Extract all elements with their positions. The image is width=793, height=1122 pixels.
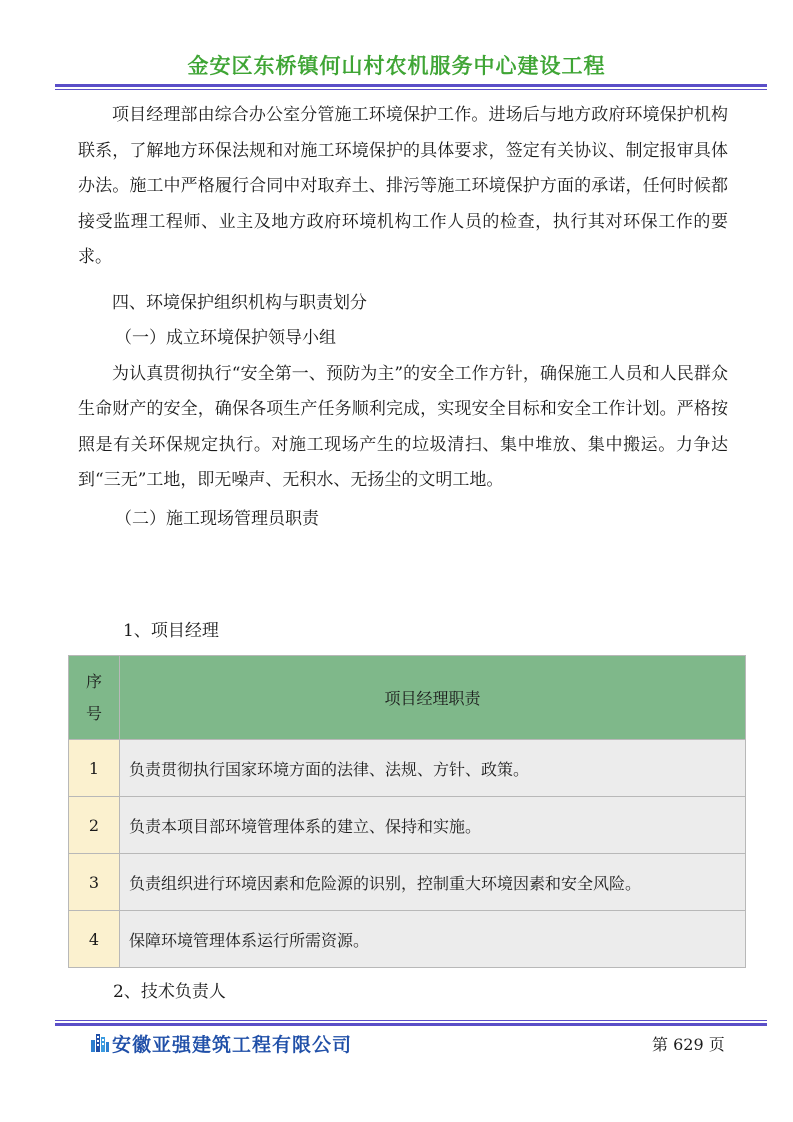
header-divider	[55, 84, 767, 90]
table-row	[69, 911, 746, 968]
item-heading: 1、项目经理	[123, 621, 219, 641]
duty-table	[68, 655, 746, 968]
table-header-title: 项目经理职责	[120, 656, 746, 740]
table-cell-number: 1	[69, 740, 120, 797]
subsection-heading: （一）成立环境保护领导小组	[115, 328, 336, 348]
section-heading: 四、环境保护组织机构与职责划分	[112, 292, 367, 313]
table-header-number-line: 号	[85, 703, 102, 723]
subsection-heading: （二）施工现场管理员职责	[115, 508, 319, 529]
table-cell-text: 保障环境管理体系运行所需资源。	[120, 911, 746, 968]
table-row	[69, 797, 746, 854]
table-cell-text: 负责本项目部环境管理体系的建立、保持和实施。	[120, 797, 746, 854]
table-row	[69, 740, 746, 797]
table-cell-text: 负责组织进行环境因素和危险源的识别，控制重大环境因素和安全风险。	[120, 854, 746, 911]
table-cell-text: 负责贯彻执行国家环境方面的法律、法规、方针、政策。	[120, 740, 746, 797]
footer-company-name: 安徽亚强建筑工程有限公司	[112, 1034, 353, 1056]
page-number: 第 629 页	[652, 1035, 725, 1054]
document-header-title: 金安区东桥镇何山村农机服务中心建设工程	[187, 54, 606, 78]
document-body	[78, 98, 728, 537]
table-row	[69, 854, 746, 911]
table-cell-number: 3	[69, 854, 120, 911]
table-header-number	[69, 656, 120, 740]
table-header-row	[69, 656, 746, 740]
footer-divider	[55, 1020, 767, 1026]
building-logo-icon	[90, 1032, 110, 1052]
table-cell-number: 2	[69, 797, 120, 854]
body-paragraph: 项目经理部由综合办公室分管施工环境保护工作。进场后与地方政府环境保护机构联系，了解地方环保法规和对施工环境保护的具体要求，签定有关协议、制定报审具体办法。施工中严格履行合同中对取弃土、排污等施工环境保护方面的承诺，任何时候都接受监理工程师、业主及地方政府环境机构工作人员的检查，执行其对环保工作的要求。	[78, 105, 728, 267]
item-heading: 2、技术负责人	[113, 982, 226, 1002]
table-cell-number: 4	[69, 911, 120, 968]
body-paragraph: 为认真贯彻执行“安全第一、预防为主”的安全工作方针，确保施工人员和人民群众生命财产的安全，确保各项生产任务顺利完成，实现安全目标和安全工作计划。严格按照是有关环保规定执行。对施工现场产生的垃圾清扫、集中堆放、集中搬运。力争达到“三无”工地，即无噪声、无积水、无扬尘的文明工地。	[78, 363, 728, 490]
table-header-number-line: 序	[85, 671, 102, 691]
